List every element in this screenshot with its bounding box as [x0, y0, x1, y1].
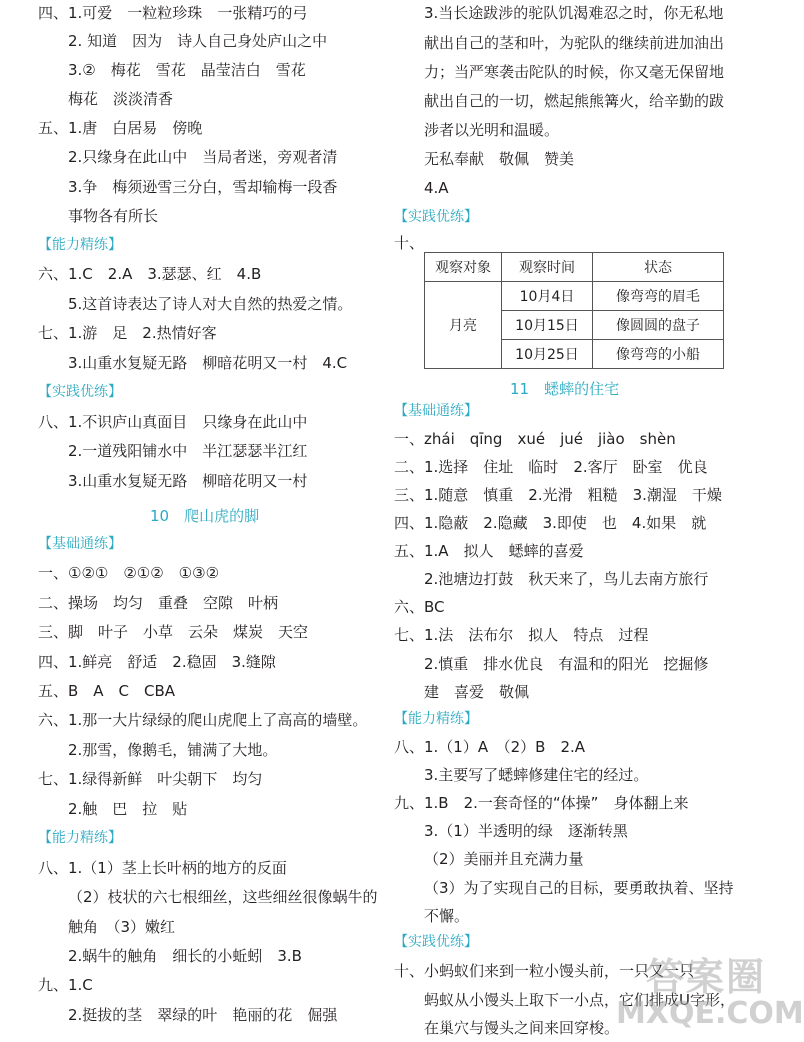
- answer-line: 献出自己的茎和叶，为驼队的继续前进加油出: [424, 34, 725, 52]
- answer-line: 七、1.绿得新鲜 叶尖朝下 均匀: [38, 770, 263, 788]
- table-header: 观察时间: [502, 253, 593, 282]
- answer-line: 二、1.选择 住址 临时 2.客厅 卧室 优良: [394, 458, 708, 476]
- answer-line: 3.主要写了蟋蟀修建住宅的经过。: [424, 766, 649, 784]
- section-heading: 【实践优练】: [38, 384, 122, 400]
- answer-line: 一、①②① ②①② ①③②: [38, 564, 220, 582]
- answer-line: （2）枝状的六七根细丝，这些细丝很像蜗牛的: [68, 888, 378, 906]
- answer-line: 2.池塘边打鼓 秋天来了，鸟儿去南方旅行: [424, 570, 709, 588]
- answer-line: 2. 知道 因为 诗人自己身处庐山之中: [68, 32, 328, 50]
- answer-line: 四、1.隐蔽 2.隐藏 3.即使 也 4.如果 就: [394, 514, 707, 532]
- section-heading: 【基础通练】: [38, 536, 122, 552]
- answer-line: 2.触 巴 拉 贴: [68, 800, 188, 818]
- answer-line: 一、zhái qīng xué jué jiào shèn: [394, 430, 676, 448]
- table-cell: 10月25日: [502, 340, 593, 369]
- table-header-row: [425, 253, 724, 282]
- answer-line: 3.争 梅须逊雪三分白，雪却输梅一段香: [68, 178, 338, 196]
- answer-line: 梅花 淡淡清香: [68, 90, 174, 108]
- section-heading: 【能力精练】: [38, 237, 122, 253]
- answer-line: 六、BC: [394, 598, 445, 616]
- answer-line: 2.一道残阳铺水中 半江瑟瑟半江红: [68, 442, 308, 460]
- answer-line: 2.慎重 排水优良 有温和的阳光 挖掘修: [424, 655, 709, 673]
- answer-line: 四、1.鲜亮 舒适 2.稳固 3.缝隙: [38, 653, 276, 671]
- answer-line: 二、操场 均匀 重叠 空隙 叶柄: [38, 594, 279, 612]
- watermark-logo: [606, 946, 804, 1036]
- answer-line: 八、1.（1）A （2）B 2.A: [394, 738, 586, 756]
- answer-line: 三、脚 叶子 小草 云朵 煤炭 天空: [38, 623, 309, 641]
- answer-line: 献出自己的一切，燃起熊熊篝火，给辛勤的跋: [424, 92, 725, 110]
- chapter-title: 11 蟋蟀的住宅: [510, 380, 620, 398]
- answer-line: 力；当严寒袭击陀队的时候，你又毫无保留地: [424, 63, 725, 81]
- answer-line: 在巢穴与馒头之间来回穿梭。: [424, 1019, 620, 1037]
- answer-line: 六、1.那一大片绿绿的爬山虎爬上了高高的墙壁。: [38, 711, 368, 729]
- table-header: 状态: [593, 253, 724, 282]
- table-header: 观察对象: [425, 253, 502, 282]
- answer-line: 事物各有所长: [68, 207, 159, 225]
- table-cell-subject: 月亮: [425, 282, 502, 369]
- answer-line: 五、1.A 拟人 蟋蟀的喜爱: [394, 542, 584, 560]
- answer-line: 2.只缘身在此山中 当局者迷，旁观者清: [68, 148, 338, 166]
- section-heading: 【能力精练】: [394, 711, 478, 727]
- watermark-top-text: 答案圈: [646, 955, 767, 999]
- answer-line: 九、1.C: [38, 976, 93, 994]
- answer-line: （3）为了实现自己的目标，要勇敢执着、坚持: [424, 879, 734, 897]
- answer-line: 三、1.随意 慎重 2.光滑 粗糙 3.潮湿 干燥: [394, 486, 722, 504]
- answer-line: 八、1.（1）茎上长叶柄的地方的反面: [38, 859, 287, 877]
- answer-line: 4.A: [424, 179, 449, 197]
- answer-line: 2.那雪，像鹅毛，铺满了大地。: [68, 741, 278, 759]
- table-cell: 像弯弯的眉毛: [593, 282, 724, 311]
- table-cell: 像圆圆的盘子: [593, 311, 724, 340]
- answer-line: 六、1.C 2.A 3.瑟瑟、红 4.B: [38, 265, 262, 283]
- section-heading: 【能力精练】: [38, 830, 122, 846]
- answer-line: 3.山重水复疑无路 柳暗花明又一村: [68, 472, 308, 490]
- section-heading: 【实践优练】: [394, 934, 478, 950]
- answer-line: 3.② 梅花 雪花 晶莹洁白 雪花: [68, 61, 306, 79]
- answer-line: 3.当长途跋涉的驼队饥渴难忍之时，你无私地: [424, 4, 724, 22]
- section-heading: 【基础通练】: [394, 403, 478, 419]
- answer-line: 十、: [394, 234, 425, 252]
- watermark-bottom-text: MXQE.COM: [616, 996, 804, 1031]
- answer-line: 蚂蚁从小馒头上取下一小点，它们排成U字形，: [424, 991, 735, 1009]
- table-cell: 10月15日: [502, 311, 593, 340]
- answer-line: 3.（1）半透明的绿 逐渐转黑: [424, 822, 628, 840]
- answer-line: 四、1.可爱 一粒粒珍珠 一张精巧的弓: [38, 4, 308, 22]
- answer-line: 2.蜗牛的触角 细长的小蚯蚓 3.B: [68, 947, 302, 965]
- answer-line: 2.挺拔的茎 翠绿的叶 艳丽的花 倔强: [68, 1006, 338, 1024]
- section-heading: 【实践优练】: [394, 209, 478, 225]
- answer-line: 5.这首诗表达了诗人对大自然的热爱之情。: [68, 295, 353, 313]
- table-row: [425, 282, 724, 311]
- answer-line: 3.山重水复疑无路 柳暗花明又一村 4.C: [68, 354, 348, 372]
- answer-line: 涉者以光明和温暖。: [424, 121, 560, 139]
- table-cell: 像弯弯的小船: [593, 340, 724, 369]
- answer-line: 五、B A C CBA: [38, 682, 176, 700]
- answer-line: 建 喜爱 敬佩: [424, 683, 530, 701]
- answer-line: 不懈。: [424, 907, 470, 925]
- answer-line: 十、小蚂蚁们来到一粒小馒头前，一只又一只: [394, 962, 695, 980]
- answer-line: （2）美丽并且充满力量: [424, 850, 584, 868]
- answer-line: 八、1.不识庐山真面目 只缘身在此山中: [38, 413, 308, 431]
- answer-line: 五、1.唐 白居易 傍晚: [38, 119, 203, 137]
- table-cell: 10月4日: [502, 282, 593, 311]
- answer-line: 触角 （3）嫩红: [68, 918, 176, 936]
- observation-table: [424, 252, 724, 369]
- chapter-title: 10 爬山虎的脚: [150, 507, 260, 525]
- answer-line: 七、1.法 法布尔 拟人 特点 过程: [394, 626, 649, 644]
- answer-line: 九、1.B 2.一套奇怪的“体操” 身体翻上来: [394, 794, 689, 812]
- answer-line: 七、1.游 足 2.热情好客: [38, 324, 217, 342]
- answer-line: 无私奉献 敬佩 赞美: [424, 150, 575, 168]
